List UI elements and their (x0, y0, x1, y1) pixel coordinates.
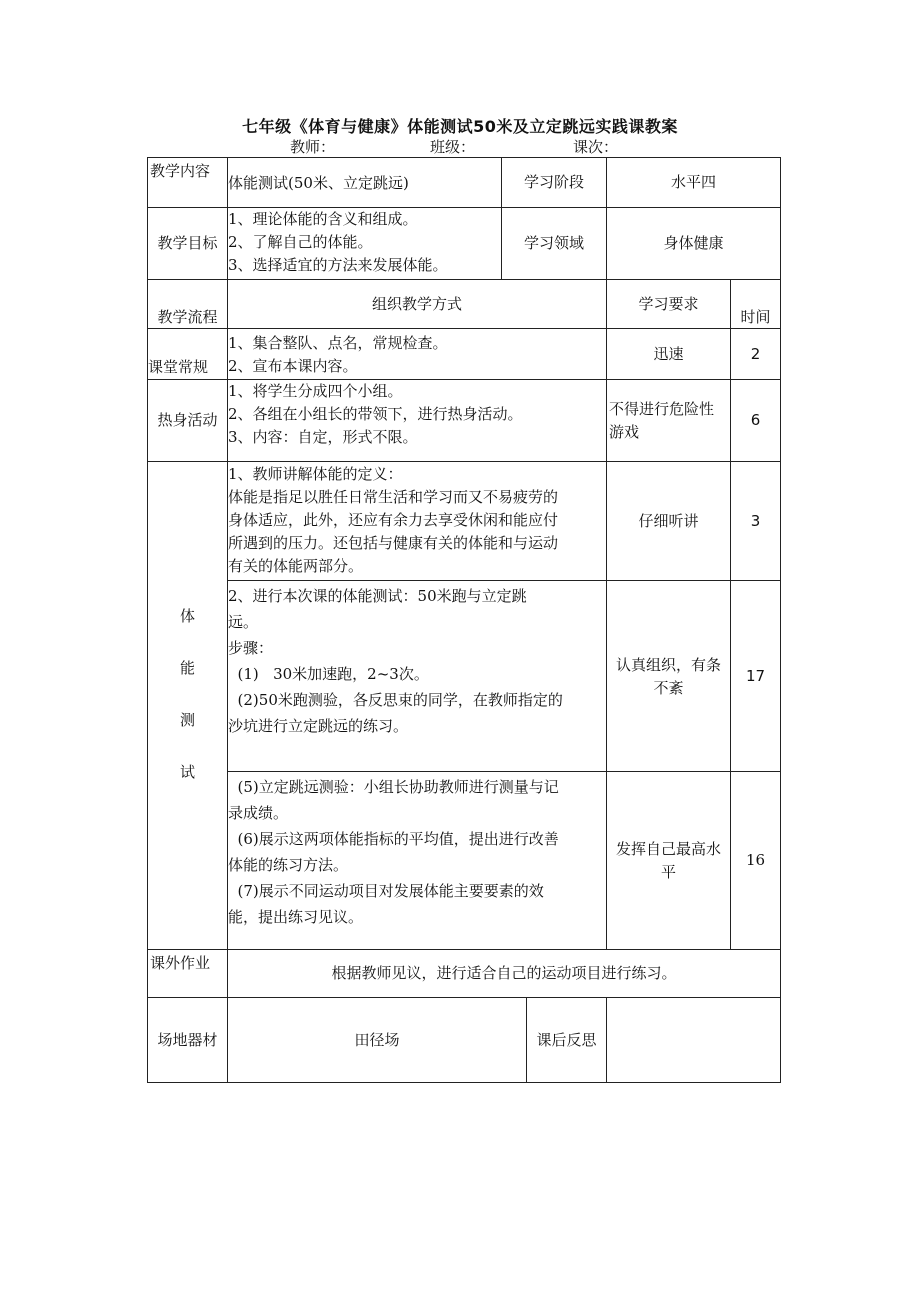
test-label (147, 461, 228, 950)
stage-value: 水平四 (606, 157, 781, 208)
routine-req: 迅速 (606, 328, 731, 380)
test-line: (7)展示不同运动项目对发展体能主要要素的效 (228, 882, 544, 900)
test-line: 步骤： (228, 639, 274, 657)
test-line: 远。 (228, 613, 259, 631)
test-line: 所遇到的压力。还包括与健康有关的体能和与运动 (228, 534, 559, 552)
goal-label: 教学目标 (147, 207, 228, 280)
test-part3-time: 16 (730, 771, 781, 950)
routine-line: 1、集合整队、点名，常规检查。 (228, 334, 448, 352)
class-label: 班级： (430, 138, 476, 156)
page-title: 七年级《体育与健康》体能测试50米及立定跳远实践课教案 (242, 117, 678, 136)
venue-value: 田径场 (227, 997, 527, 1083)
test-line: 体能是指足以胜任日常生活和学习而又不易疲劳的 (228, 488, 559, 506)
domain-value: 身体健康 (606, 207, 781, 280)
test-label-char: 测 (179, 711, 195, 729)
flow-header: 教学流程 (147, 279, 228, 329)
stage-label: 学习阶段 (501, 157, 607, 208)
routine-line: 2、宣布本课内容。 (228, 357, 358, 375)
routine-label: 课堂常规 (147, 328, 228, 380)
test-req-line: 认真组织，有条 (615, 656, 721, 674)
content-label: 教学内容 (147, 157, 228, 208)
test-line: 身体适应，此外，还应有余力去享受休闲和能应付 (228, 511, 559, 529)
routine-lines (227, 328, 607, 380)
test-part3-req (606, 771, 731, 950)
test-part2-time: 17 (730, 580, 781, 772)
domain-label: 学习领域 (501, 207, 607, 280)
test-label-char: 试 (179, 763, 195, 781)
time-header: 时间 (730, 279, 781, 329)
test-req-line: 平 (660, 863, 676, 881)
warmup-req-line: 不得进行危险性 (609, 400, 715, 418)
routine-time: 2 (730, 328, 781, 380)
test-line: 体能的练习方法。 (228, 856, 349, 874)
req-header: 学习要求 (606, 279, 731, 329)
test-part1-req: 仔细听讲 (606, 461, 731, 581)
lesson-label: 课次： (573, 138, 619, 156)
teacher-label: 教师： (290, 138, 336, 156)
test-line: 有关的体能两部分。 (228, 557, 364, 575)
homework-label: 课外作业 (147, 949, 228, 998)
warmup-lines (227, 379, 607, 462)
warmup-time: 6 (730, 379, 781, 462)
test-line: (1) 30米加速跑，2~3次。 (228, 665, 429, 683)
test-line: (5)立定跳远测验：小组长协助教师进行测量与记 (228, 778, 559, 796)
warmup-line: 2、各组在小组长的带领下，进行热身活动。 (228, 405, 523, 423)
test-part1-time: 3 (730, 461, 781, 581)
venue-label: 场地器材 (147, 997, 228, 1083)
test-part1-lines (227, 461, 607, 581)
warmup-label: 热身活动 (147, 379, 228, 462)
goal-lines (227, 207, 502, 280)
test-req-line: 发挥自己最高水 (615, 840, 721, 858)
homework-value: 根据教师见议，进行适合自己的运动项目进行练习。 (227, 949, 781, 998)
test-line: 录成绩。 (228, 804, 289, 822)
warmup-req-line: 游戏 (609, 423, 640, 441)
warmup-line: 3、内容：自定，形式不限。 (228, 428, 418, 446)
test-line: 能，提出练习见议。 (228, 908, 364, 926)
reflect-label: 课后反思 (526, 997, 607, 1083)
test-label-char: 能 (179, 659, 195, 677)
method-header: 组织教学方式 (227, 279, 607, 329)
test-part2-req (606, 580, 731, 772)
goal-line: 1、理论体能的含义和组成。 (228, 210, 418, 228)
test-line: (6)展示这两项体能指标的平均值，提出进行改善 (228, 830, 559, 848)
test-line: 沙坑进行立定跳远的练习。 (228, 717, 409, 735)
content-value: 体能测试(50米、立定跳远) (227, 157, 502, 208)
test-line: 1、教师讲解体能的定义： (228, 465, 403, 483)
test-label-char: 体 (179, 607, 195, 625)
goal-line: 3、选择适宜的方法来发展体能。 (228, 256, 448, 274)
reflect-value[interactable] (606, 997, 781, 1083)
test-req-line: 不紊 (653, 679, 684, 697)
warmup-req (606, 379, 731, 462)
test-line: 2、进行本次课的体能测试：50米跑与立定跳 (228, 587, 527, 605)
warmup-line: 1、将学生分成四个小组。 (228, 382, 403, 400)
test-part2-lines (227, 580, 607, 772)
test-line: (2)50米跑测验，各反思束的同学，在教师指定的 (228, 691, 563, 709)
test-part3-lines (227, 771, 607, 950)
goal-line: 2、了解自己的体能。 (228, 233, 373, 251)
